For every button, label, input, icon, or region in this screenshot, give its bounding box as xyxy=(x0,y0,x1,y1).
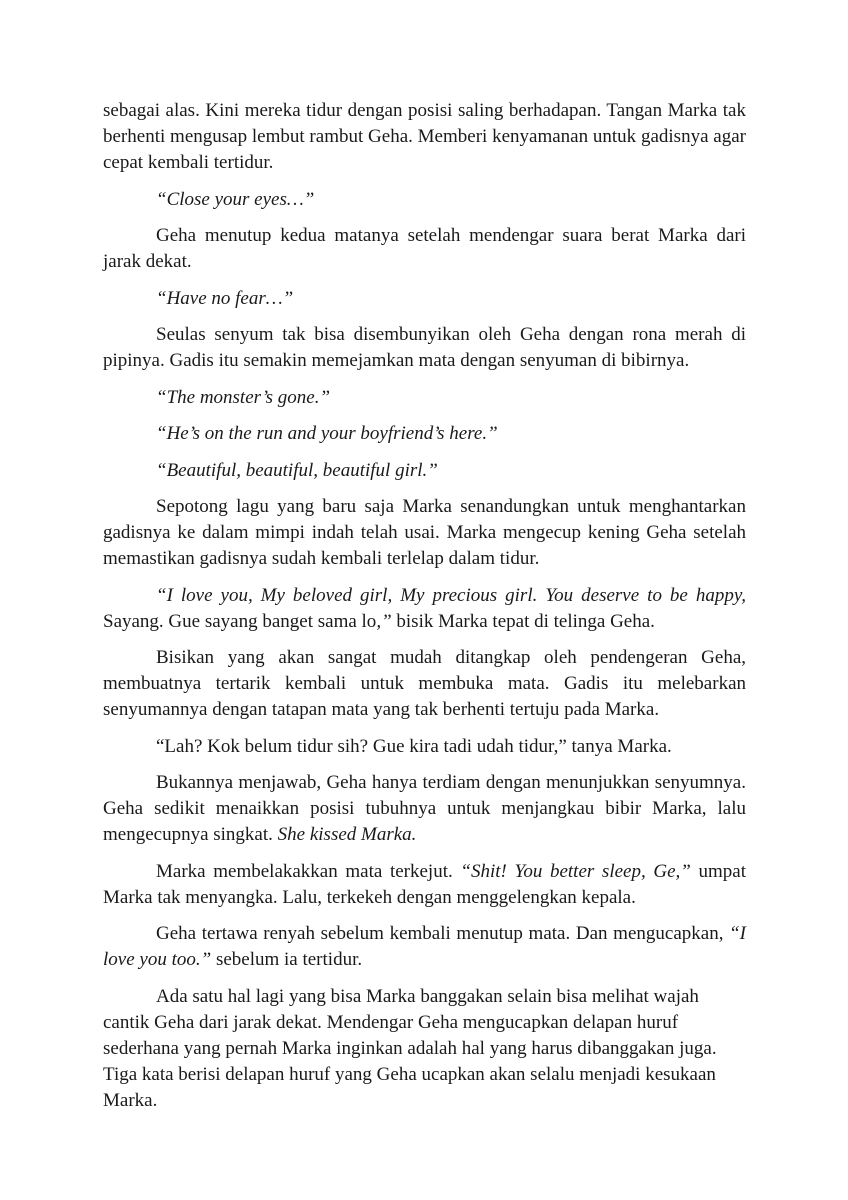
paragraph-text: Bisikan yang akan sangat mudah ditangkap oleh pendengeran Geha, membuatnya tertarik kembali untuk membuka mata. Gadis itu melebarkan senyumannya dengan tatapan mata yang tak berhenti tertuju pada Marka. xyxy=(103,647,746,720)
quote-text: ,” xyxy=(376,610,392,632)
paragraph xyxy=(103,859,746,911)
paragraph xyxy=(103,421,746,447)
narration-text: bisik Marka tepat di telinga Geha. xyxy=(391,610,655,632)
paragraph xyxy=(103,921,746,973)
paragraph xyxy=(103,770,746,848)
paragraph-text: Marka membelakakkan mata terkejut. xyxy=(156,860,461,882)
paragraph-text: Geha menutup kedua matanya setelah mendengar suara berat Marka dari jarak dekat. xyxy=(103,225,746,272)
paragraph xyxy=(103,645,746,723)
quote-text: “I love you, My beloved girl, My precious girl. You deserve to be happy, xyxy=(156,584,746,606)
paragraph xyxy=(103,385,746,411)
paragraph xyxy=(103,583,746,635)
paragraph-text: sebagai alas. Kini mereka tidur dengan posisi saling berhadapan. Tangan Marka tak berhenti mengusap lembut rambut Geha. Memberi kenyamanan untuk gadisnya agar cepat kembali tertidur. xyxy=(103,100,746,173)
paragraph xyxy=(103,286,746,312)
quote-text: “I love you too.” xyxy=(103,923,746,970)
quote-text: “Shit! You better sleep, Ge,” xyxy=(460,860,691,882)
song-lyric: “Beautiful, beautiful, beautiful girl.” xyxy=(156,459,438,481)
paragraph-text: “Lah? Kok belum tidur sih? Gue kira tadi udah tidur,” tanya Marka. xyxy=(156,735,672,757)
song-lyric: “Have no fear…” xyxy=(156,287,294,309)
paragraph-text: Bukannya menjawab, Geha hanya terdiam dengan menunjukkan senyumnya. Geha sedikit menaikkan posisi tubuhnya untuk menjangkau bibir Marka, lalu mengecupnya singkat. xyxy=(103,772,746,845)
paragraph-text: Geha tertawa renyah sebelum kembali menutup mata. Dan mengucapkan, xyxy=(156,923,730,944)
paragraph xyxy=(103,98,746,176)
paragraph xyxy=(103,223,746,275)
narration-text: umpat Marka tak menyangka. Lalu, terkekeh dengan menggelengkan kepala. xyxy=(103,860,746,908)
emphasis-text: She kissed Marka. xyxy=(277,824,417,845)
narration-text: sebelum ia tertidur. xyxy=(211,949,363,970)
paragraph xyxy=(103,984,746,1114)
document-page xyxy=(103,98,746,1124)
paragraph xyxy=(103,458,746,484)
paragraph-text: Sepotong lagu yang baru saja Marka senandungkan untuk menghantarkan gadisnya ke dalam mimpi indah telah usai. Marka mengecup kening Geha setelah memastikan gadisnya sudah kembali terlelap dalam tidur. xyxy=(103,496,746,569)
song-lyric: “He’s on the run and your boyfriend’s here.” xyxy=(156,423,498,444)
paragraph-text: Ada satu hal lagi yang bisa Marka banggakan selain bisa melihat wajah cantik Geha dari jarak dekat. Mendengar Geha mengucapkan delapan huruf sederhana yang pernah Marka inginkan adalah hal yang harus dibanggakan juga. Tiga kata berisi delapan huruf yang Geha ucapkan akan selalu menjadi kesukaan Marka. xyxy=(103,985,717,1111)
song-lyric: “The monster’s gone.” xyxy=(156,386,331,408)
paragraph-text: Seulas senyum tak bisa disembunyikan oleh Geha dengan rona merah di pipinya. Gadis itu semakin memejamkan mata dengan senyuman di bibirnya. xyxy=(103,324,746,371)
song-lyric: “Close your eyes…” xyxy=(156,188,315,210)
paragraph xyxy=(103,734,746,760)
quote-text: Sayang. Gue sayang banget sama lo xyxy=(103,610,377,632)
paragraph xyxy=(103,494,746,572)
paragraph xyxy=(103,187,746,213)
paragraph xyxy=(103,322,746,374)
